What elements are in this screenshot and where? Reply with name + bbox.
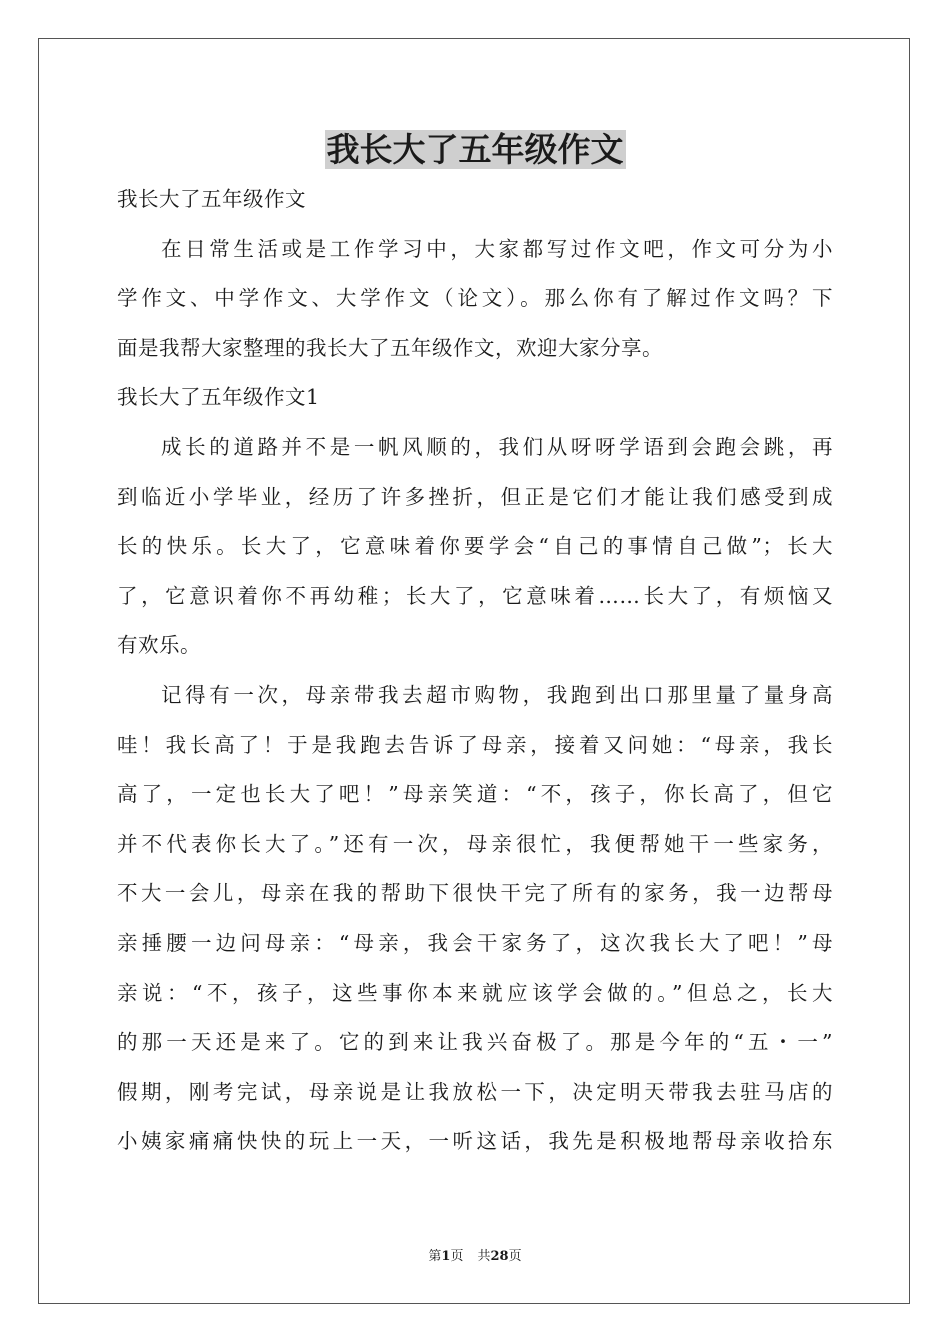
text-line: 在日常生活或是工作学习中，大家都写过作文吧，作文可分为小 <box>161 236 833 261</box>
text-line: 小姨家痛痛快快的玩上一天，一听这话，我先是积极地帮母亲收拾东 <box>117 1129 833 1154</box>
section-heading: 我长大了五年级作文 <box>117 187 306 211</box>
text-line: 到临近小学毕业，经历了许多挫折，但正是它们才能让我们感受到成 <box>117 484 833 509</box>
text-line: 长的快乐。长大了，它意味着你要学会“自己的事情自己做”；长大 <box>117 534 833 559</box>
text-line: 学作文、中学作文、大学作文（论文）。那么你有了解过作文吗？下 <box>117 286 833 311</box>
text-line: 记得有一次，母亲带我去超市购物，我跑到出口那里量了量身高 <box>161 682 833 707</box>
text-line: 不大一会儿，母亲在我的帮助下很快干完了所有的家务，我一边帮母 <box>117 881 833 906</box>
text-line: 面是我帮大家整理的我长大了五年级作文，欢迎大家分享。 <box>117 335 663 360</box>
text-line: 有欢乐。 <box>117 633 201 658</box>
text-line: 成长的道路并不是一帆风顺的，我们从呀呀学语到会跑会跳，再 <box>161 434 833 459</box>
document-body <box>117 175 833 1167</box>
total-prefix: 共 <box>477 1249 491 1264</box>
text-line: 假期，刚考完试，母亲说是让我放松一下，决定明天带我去驻马店的 <box>117 1079 833 1104</box>
text-line: 高了，一定也长大了吧！”母亲笑道：“不，孩子，你长高了，但它 <box>117 782 833 807</box>
page-footer <box>0 1245 950 1264</box>
text-line: 亲捶腰一边问母亲：“母亲，我会干家务了，这次我长大了吧！”母 <box>117 930 833 955</box>
text-line: 的那一天还是来了。它的到来让我兴奋极了。那是今年的“五・一” <box>117 1030 833 1055</box>
section-heading: 我长大了五年级作文1 <box>117 385 320 410</box>
page-suffix: 页 <box>450 1249 464 1264</box>
total-pages: 28 <box>490 1249 509 1264</box>
text-line: 亲说：“不，孩子，这些事你本来就应该学会做的。”但总之，长大 <box>117 980 833 1005</box>
text-line: 了，它意识着你不再幼稚；长大了，它意味着……长大了，有烦恼又 <box>117 583 833 608</box>
text-line: 哇！我长高了！于是我跑去告诉了母亲，接着又问她：“母亲，我长 <box>117 732 833 757</box>
page-number: 1 <box>441 1249 451 1264</box>
total-suffix: 页 <box>508 1249 522 1264</box>
document-title-text: 我长大了五年级作文 <box>326 130 624 169</box>
text-line: 并不代表你长大了。”还有一次，母亲很忙，我便帮她干一些家务， <box>117 831 833 856</box>
document-title <box>0 126 950 174</box>
page-prefix: 第 <box>428 1249 442 1264</box>
